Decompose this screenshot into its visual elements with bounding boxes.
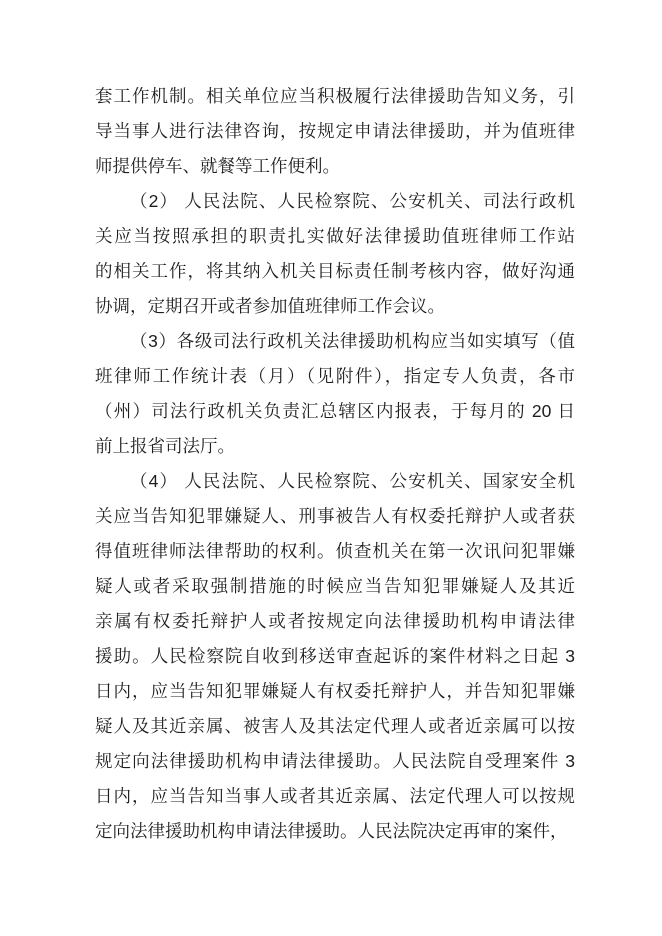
text-line: 得值班律师法律帮助的权利。侦查机关在第一次讯问犯罪嫌 [95,541,575,561]
text-line: 疑人或者采取强制措施的时候应当告知犯罪嫌疑人及其近 [95,576,575,596]
text-line: 导当事人进行法律咨询，按规定申请法律援助，并为值班律 [95,121,575,141]
text-line: 师提供停车、就餐等工作便利。 [95,156,340,176]
text-block [95,79,575,849]
text-line: （2） 人民法院、人民检察院、公安机关、司法行政机 [130,191,575,211]
text-line: 套工作机制。相关单位应当积极履行法律援助告知义务，引 [95,86,575,106]
text-line: 援助。人民检察院自收到移送审查起诉的案件材料之日起 3 [95,646,575,666]
text-line: 班律师工作统计表（月）（见附件），指定专人负责，各市 [95,366,575,386]
text-line: 协调，定期召开或者参加值班律师工作会议。 [95,296,445,316]
paragraph [95,324,575,464]
text-line: 疑人及其近亲属、被害人及其法定代理人或者近亲属可以按 [95,716,575,736]
text-line: 日内，应当告知犯罪嫌疑人有权委托辩护人，并告知犯罪嫌 [95,681,575,701]
text-line: 亲属有权委托辩护人或者按规定向法律援助机构申请法律 [95,611,575,631]
text-line: 日内，应当告知当事人或者其近亲属、法定代理人可以按规 [95,786,575,806]
text-line: （4） 人民法院、人民检察院、公安机关、国家安全机 [130,471,575,491]
text-line: 规定向法律援助机构申请法律援助。人民法院自受理案件 3 [95,751,575,771]
text-line: 定向法律援助机构申请法律援助。人民法院决定再审的案件， [95,821,568,841]
text-line: （3）各级司法行政机关法律援助机构应当如实填写（值 [130,331,575,351]
text-line: 前上报省司法厅。 [95,436,235,456]
paragraph [95,464,575,849]
text-line: 关应当按照承担的职责扎实做好法律援助值班律师工作站 [95,226,575,246]
paragraph [95,184,575,324]
paragraph [95,79,575,184]
text-line: 的相关工作，将其纳入机关目标责任制考核内容，做好沟通 [95,261,575,281]
text-line: 关应当告知犯罪嫌疑人、刑事被告人有权委托辩护人或者获 [95,506,575,526]
text-line: （州）司法行政机关负责汇总辖区内报表，于每月的 20 日 [95,401,575,421]
